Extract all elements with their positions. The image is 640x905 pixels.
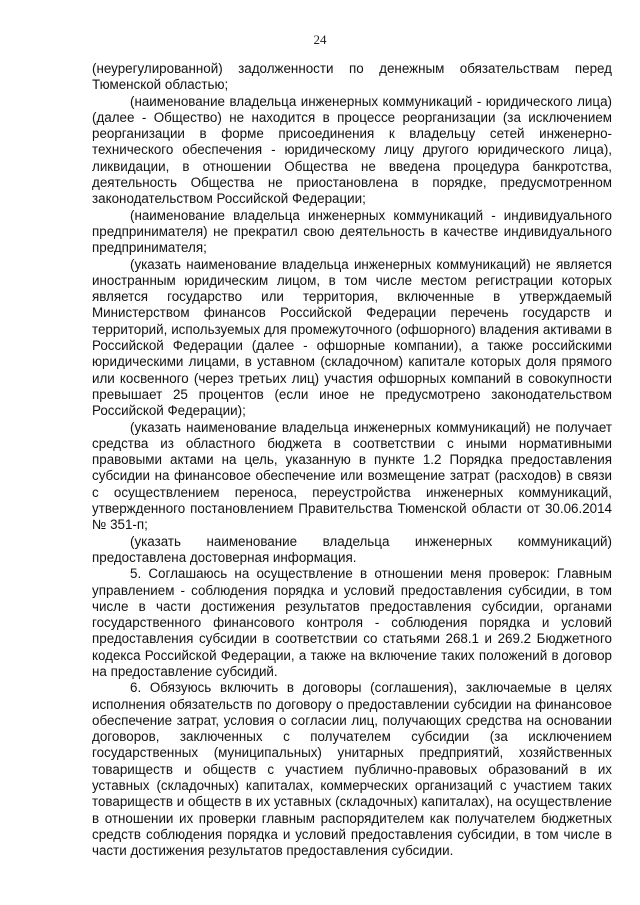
- paragraph-debt-continuation: (неурегулированной) задолженности по денежным обязательствам перед Тюменской областью;: [92, 61, 612, 93]
- paragraph-obligation-contracts: 6. Обязуюсь включить в договоры (соглашения), заключаемые в целях исполнения обязательств по договору о предоставлении субсидии на финансовое обеспечение затрат, условия о согласии лиц, получающих средства на основании договоров, заключенных с получателем субсидии (за исключением государственных (муниципальных) унитарных предприятий, хозяйственных товариществ и обществ с участием публично-правовых образований в их уставных (складочных) капиталах, коммерческих организаций с участием таких товариществ и обществ в их уставных (складочных) капиталах), на осуществление в отношении их проверки главным распорядителем как получателем бюджетных средств соблюдения порядка и условий предоставления субсидии, в том числе в части достижения результатов предоставления субсидии.: [92, 680, 612, 859]
- paragraph-no-other-budget-funds: (указать наименование владельца инженерных коммуникаций) не получает средства из областного бюджета в соответствии с иными нормативными правовыми актами на цель, указанную в пункте 1.2 Порядка предоставления субсидии на финансовое обеспечение или возмещение затрат (расходов) в связи с осуществлением переноса, переустройства инженерных коммуникаций, утвержденного постановлением Правительства Тюменской области от 30.06.2014 № 351-п;: [92, 419, 612, 533]
- page-number: 24: [313, 32, 327, 47]
- paragraph-no-reorganization: (наименование владельца инженерных коммуникаций - юридического лица) (далее - Общество) не находится в процессе реорганизации (за исключением реорганизации в форме присоединения к владельцу сетей инженерно-технического обеспечения - юридическому лицу другого юридического лица), ликвидации, в отношении Общества не введена процедура банкротства, деятельность Общества не приостановлена в порядке, предусмотренном законодательством Российской Федерации;: [92, 93, 612, 207]
- paragraph-reliable-information: (указать наименование владельца инженерных коммуникаций) предоставлена достоверная информация.: [92, 533, 612, 565]
- paragraph-not-foreign-entity: (указать наименование владельца инженерных коммуникаций) не является иностранным юридическим лицом, в том числе местом регистрации которых является государство или территория, включенные в утверждаемый Министерством финансов Российской Федерации перечень государств и территорий, используемых для промежуточного (офшорного) владения активами в Российской Федерации (далее - офшорные компании), а также российскими юридическими лицами, в уставном (складочном) капитале которых доля прямого или косвенного (через третьих лиц) участия офшорных компаний в совокупности превышает 25 процентов (если иное не предусмотрено законодательством Российской Федерации);: [92, 256, 612, 419]
- document-body: [92, 61, 612, 860]
- paragraph-consent-to-inspections: 5. Соглашаюсь на осуществление в отношении меня проверок: Главным управлением - соблюдения порядка и условий предоставления субсидии, в том числе в части достижения результатов предоставления субсидии, органами государственного финансового контроля - соблюдения порядка и условий предоставления субсидии в соответствии со статьями 268.1 и 269.2 Бюджетного кодекса Российской Федерации, а также на включение таких положений в договор на предоставление субсидий.: [92, 566, 612, 679]
- paragraph-entrepreneur-active: (наименование владельца инженерных коммуникаций - индивидуального предпринимателя) не прекратил свою деятельность в качестве индивидуального предпринимателя;: [92, 207, 612, 256]
